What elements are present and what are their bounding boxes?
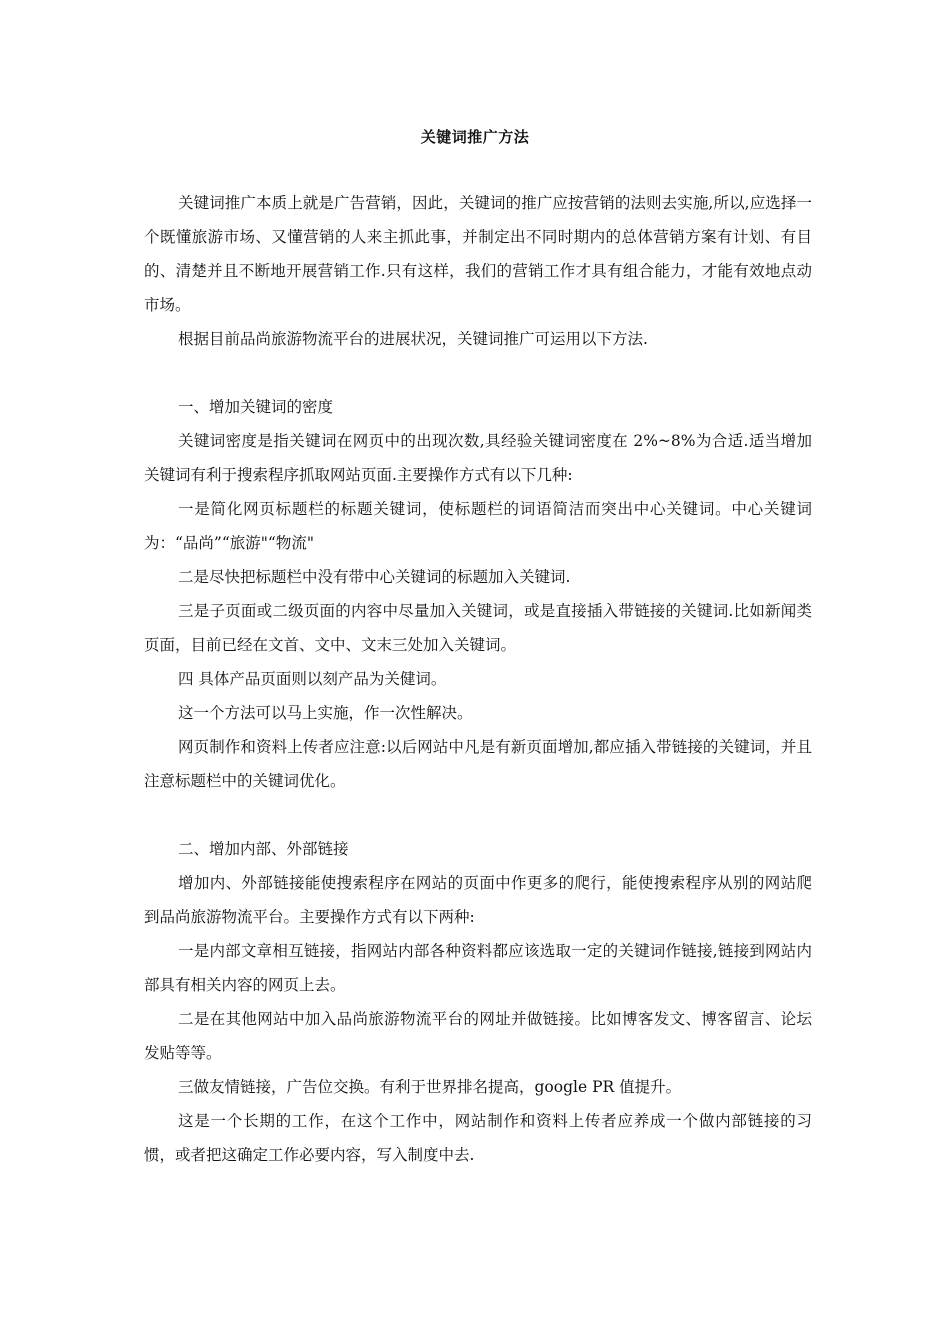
section-2-paragraph-2: 一是内部文章相互链接，指网站内部各种资料都应该选取一定的关键词作链接,链接到网站内部具有相关内容的网页上去。 bbox=[144, 942, 812, 994]
section-1-paragraph-1: 关键词密度是指关键词在网页中的出现次数,具经验关键词密度在 2%~8%为合适.适当增加关键词有利于搜索程序抓取网站页面.主要操作方式有以下几种: bbox=[144, 432, 812, 484]
section-spacer bbox=[144, 798, 812, 832]
section-2-paragraph-1: 增加内、外部链接能使搜索程序在网站的页面中作更多的爬行，能使搜索程序从别的网站爬到品尚旅游物流平台。主要操作方式有以下两种: bbox=[144, 874, 812, 926]
section-1-paragraph-3: 二是尽快把标题栏中没有带中心关键词的标题加入关键词. bbox=[178, 568, 571, 586]
document-body bbox=[144, 186, 812, 1172]
section-1-heading: 一、增加关键词的密度 bbox=[178, 398, 334, 416]
section-1-paragraph-7: 网页制作和资料上传者应注意:以后网站中凡是有新页面增加,都应插入带链接的关键词，并且注意标题栏中的关键词优化。 bbox=[144, 738, 812, 790]
section-1-paragraph-5: 四 具体产品页面则以刻产品为关健词。 bbox=[178, 670, 447, 688]
section-2-heading: 二、增加内部、外部链接 bbox=[178, 840, 349, 858]
intro-paragraph-2: 根据目前品尚旅游物流平台的进展状况，关键词推广可运用以下方法. bbox=[178, 330, 648, 348]
intro-paragraph-1: 关键词推广本质上就是广告营销，因此，关键词的推广应按营销的法则去实施,所以,应选择一个既懂旅游市场、又懂营销的人来主抓此事，并制定出不同时期内的总体营销方案有计划、有目的、清楚并且不断地开展营销工作.只有这样，我们的营销工作才具有组合能力，才能有效地点动市场。 bbox=[144, 194, 812, 314]
document-title: 关键词推广方法 bbox=[420, 128, 530, 146]
section-1-paragraph-2: 一是简化网页标题栏的标题关键词，使标题栏的词语简洁而突出中心关键词。中心关键词为：“品尚”“旅游"“物流" bbox=[144, 500, 812, 552]
section-1-paragraph-6: 这一个方法可以马上实施，作一次性解决。 bbox=[178, 704, 473, 722]
section-2-paragraph-3: 二是在其他网站中加入品尚旅游物流平台的网址并做链接。比如博客发文、博客留言、论坛发贴等等。 bbox=[144, 1010, 812, 1062]
section-2-paragraph-5: 这是一个长期的工作，在这个工作中，网站制作和资料上传者应养成一个做内部链接的习惯，或者把这确定工作必要内容，写入制度中去. bbox=[144, 1112, 812, 1164]
section-2-paragraph-4: 三做友情链接，广告位交换。有利于世界排名提高，google PR 值提升。 bbox=[178, 1078, 682, 1096]
section-spacer bbox=[144, 356, 812, 390]
section-1-paragraph-4: 三是子页面或二级页面的内容中尽量加入关键词，或是直接插入带链接的关键词.比如新闻类页面，目前已经在文首、文中、文末三处加入关键词。 bbox=[144, 602, 812, 654]
